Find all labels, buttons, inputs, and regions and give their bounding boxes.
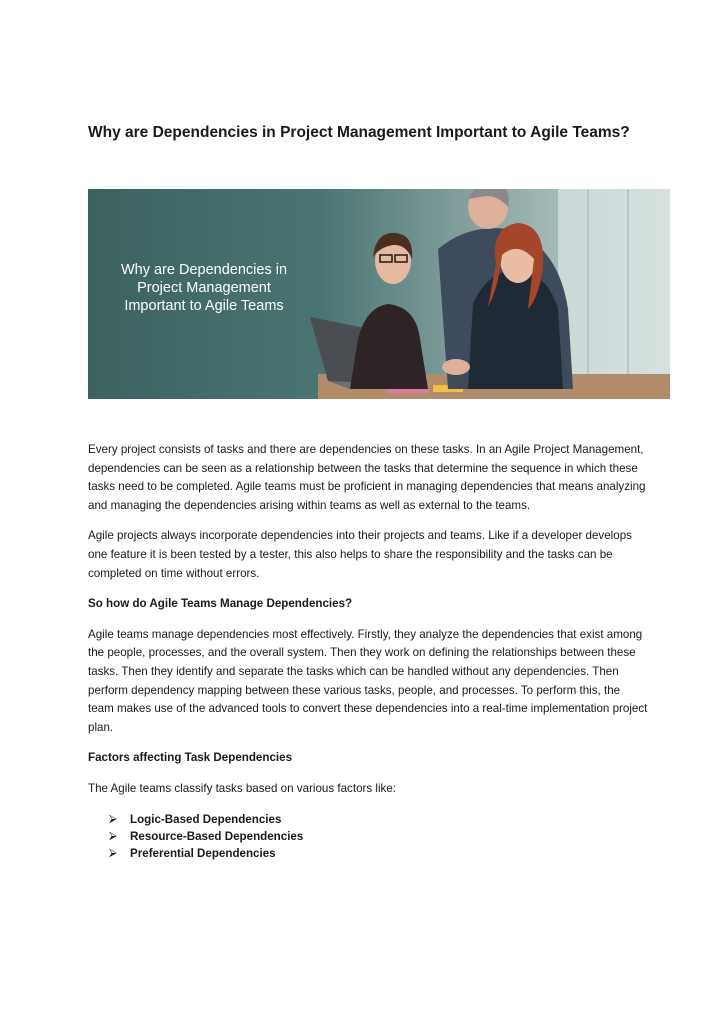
page-title: Why are Dependencies in Project Management Important to Agile Teams? bbox=[88, 124, 630, 141]
arrowhead-bullet-icon: ⮚ bbox=[109, 846, 117, 859]
list-item-label: Resource-Based Dependencies bbox=[130, 829, 304, 843]
list-item-label: Logic-Based Dependencies bbox=[130, 812, 282, 826]
list-item-label: Preferential Dependencies bbox=[130, 846, 276, 860]
paragraph-manage-dependencies: Agile teams manage dependencies most effectively. Firstly, they analyze the dependencies that exist among the people, processes, and the overall system. Then they work on defining the relationships between these tasks. Then they identify and separate the tasks which can be handled without any dependencies. Then perform dependency mapping between these various tasks, people, and processes. To perform this, the team makes use of the advanced tools to convert these dependencies into a real-time implementation project plan. bbox=[88, 627, 648, 734]
hero-caption-line: Important to Agile Teams bbox=[124, 298, 284, 314]
paragraph-factors-intro: The Agile teams classify tasks based on various factors like: bbox=[88, 781, 397, 795]
hero-caption-line: Why are Dependencies in bbox=[120, 262, 288, 278]
hero-caption-line: Project Management bbox=[137, 280, 271, 296]
factors-list bbox=[88, 811, 648, 862]
paragraph-agile-projects: Agile projects always incorporate dependencies into their projects and teams. Like if a developer develops one feature it is been tested by a tester, this also helps to share the responsibility and the tasks can be completed on time without errors. bbox=[88, 529, 632, 580]
arrowhead-bullet-icon: ⮚ bbox=[109, 812, 117, 825]
arrowhead-bullet-icon: ⮚ bbox=[109, 829, 117, 842]
section-heading-manage: So how do Agile Teams Manage Dependencies? bbox=[88, 597, 353, 611]
list-item bbox=[109, 811, 648, 828]
paragraph-intro: Every project consists of tasks and there are dependencies on these tasks. In an Agile Project Management, dependencies can be seen as a relationship between the tasks that determine the sequence in which these tasks need to be completed. Agile teams must be proficient in managing dependencies that means analyzing and managing the dependencies arising within teams as well as external to the teams. bbox=[88, 443, 646, 512]
hero-image bbox=[88, 189, 670, 399]
hero-caption bbox=[106, 261, 302, 315]
section-heading-factors: Factors affecting Task Dependencies bbox=[88, 751, 293, 765]
list-item bbox=[109, 845, 648, 862]
article-body bbox=[88, 441, 648, 862]
list-item bbox=[109, 828, 648, 845]
